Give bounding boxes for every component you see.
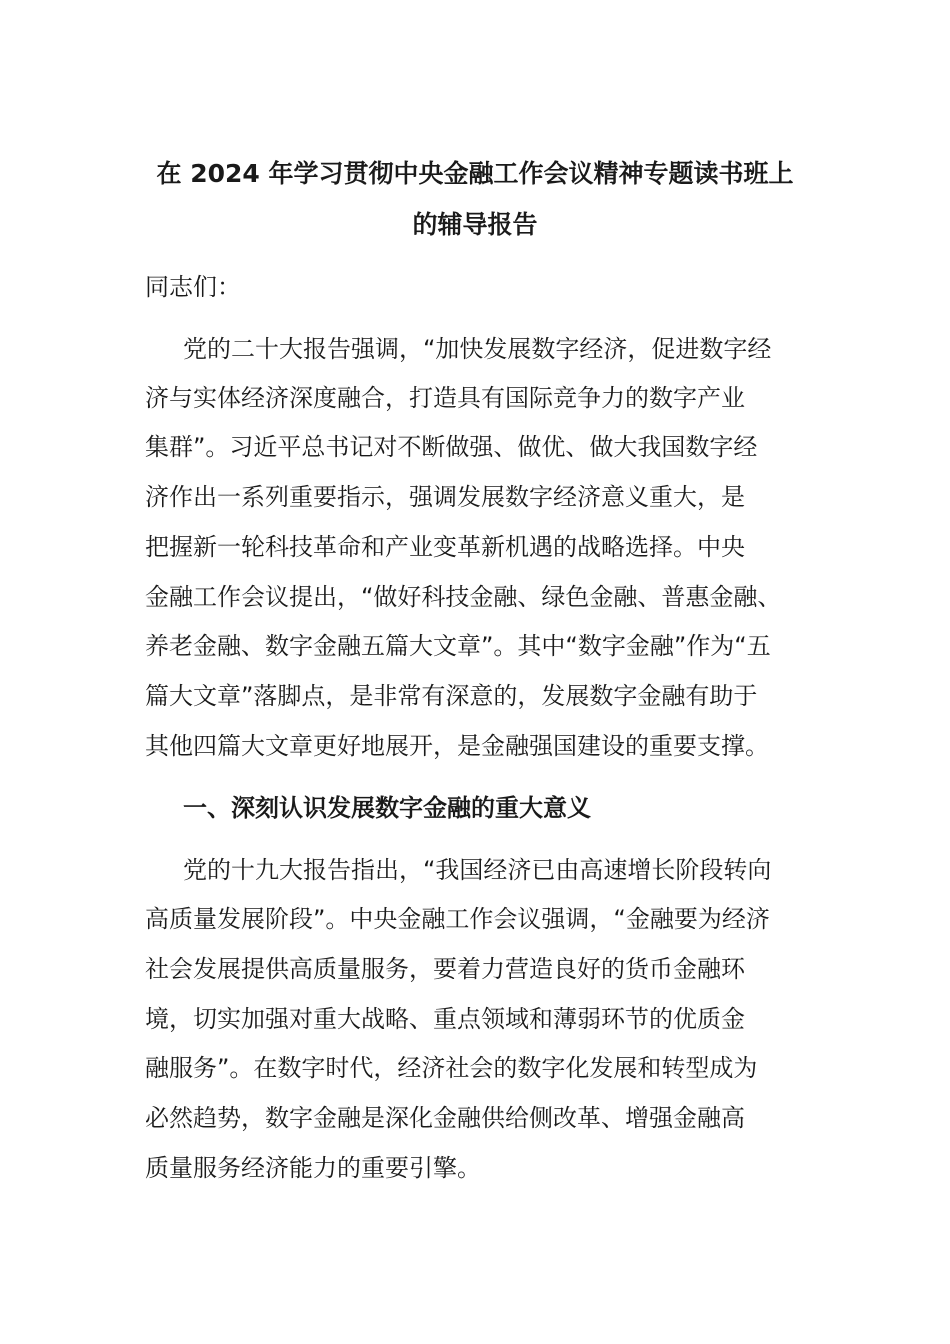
paragraph-2-line: 党的十九大报告指出，“我国经济已由高速增长阶段转向	[183, 856, 772, 884]
document-title-line-1: 在 2024 年学习贯彻中央金融工作会议精神专题读书班上	[156, 159, 794, 188]
paragraph-1-line: 党的二十大报告强调，“加快发展数字经济，促进数字经	[183, 335, 772, 363]
salutation: 同志们：	[145, 273, 241, 301]
paragraph-1-line: 篇大文章”落脚点，是非常有深意的，发展数字金融有助于	[145, 682, 758, 710]
paragraph-2-line: 融服务”。在数字时代，经济社会的数字化发展和转型成为	[145, 1054, 758, 1082]
paragraph-2-line: 社会发展提供高质量服务，要着力营造良好的货币金融环	[145, 955, 745, 983]
paragraph-1-line: 把握新一轮科技革命和产业变革新机遇的战略选择。中央	[145, 533, 745, 561]
paragraph-1-line: 济与实体经济深度融合，打造具有国际竞争力的数字产业	[145, 384, 745, 412]
paragraph-1-line: 养老金融、数字金融五篇大文章”。其中“数字金融”作为“五	[145, 632, 771, 660]
paragraph-2-line: 质量服务经济能力的重要引擎。	[145, 1154, 481, 1182]
paragraph-2-line: 境，切实加强对重大战略、重点领域和薄弱环节的优质金	[145, 1005, 745, 1033]
paragraph-2-line: 高质量发展阶段”。中央金融工作会议强调，“金融要为经济	[145, 905, 770, 933]
paragraph-1-line: 济作出一系列重要指示，强调发展数字经济意义重大，是	[145, 483, 745, 511]
paragraph-2-line: 必然趋势，数字金融是深化金融供给侧改革、增强金融高	[145, 1104, 745, 1132]
paragraph-1-line: 集群”。习近平总书记对不断做强、做优、做大我国数字经	[145, 433, 758, 461]
paragraph-1-line: 金融工作会议提出，“做好科技金融、绿色金融、普惠金融、	[145, 583, 782, 611]
document-title-line-2: 的辅导报告	[412, 210, 538, 239]
section-1-heading: 一、深刻认识发展数字金融的重大意义	[183, 794, 591, 822]
paragraph-1-line: 其他四篇大文章更好地展开，是金融强国建设的重要支撑。	[145, 732, 769, 760]
